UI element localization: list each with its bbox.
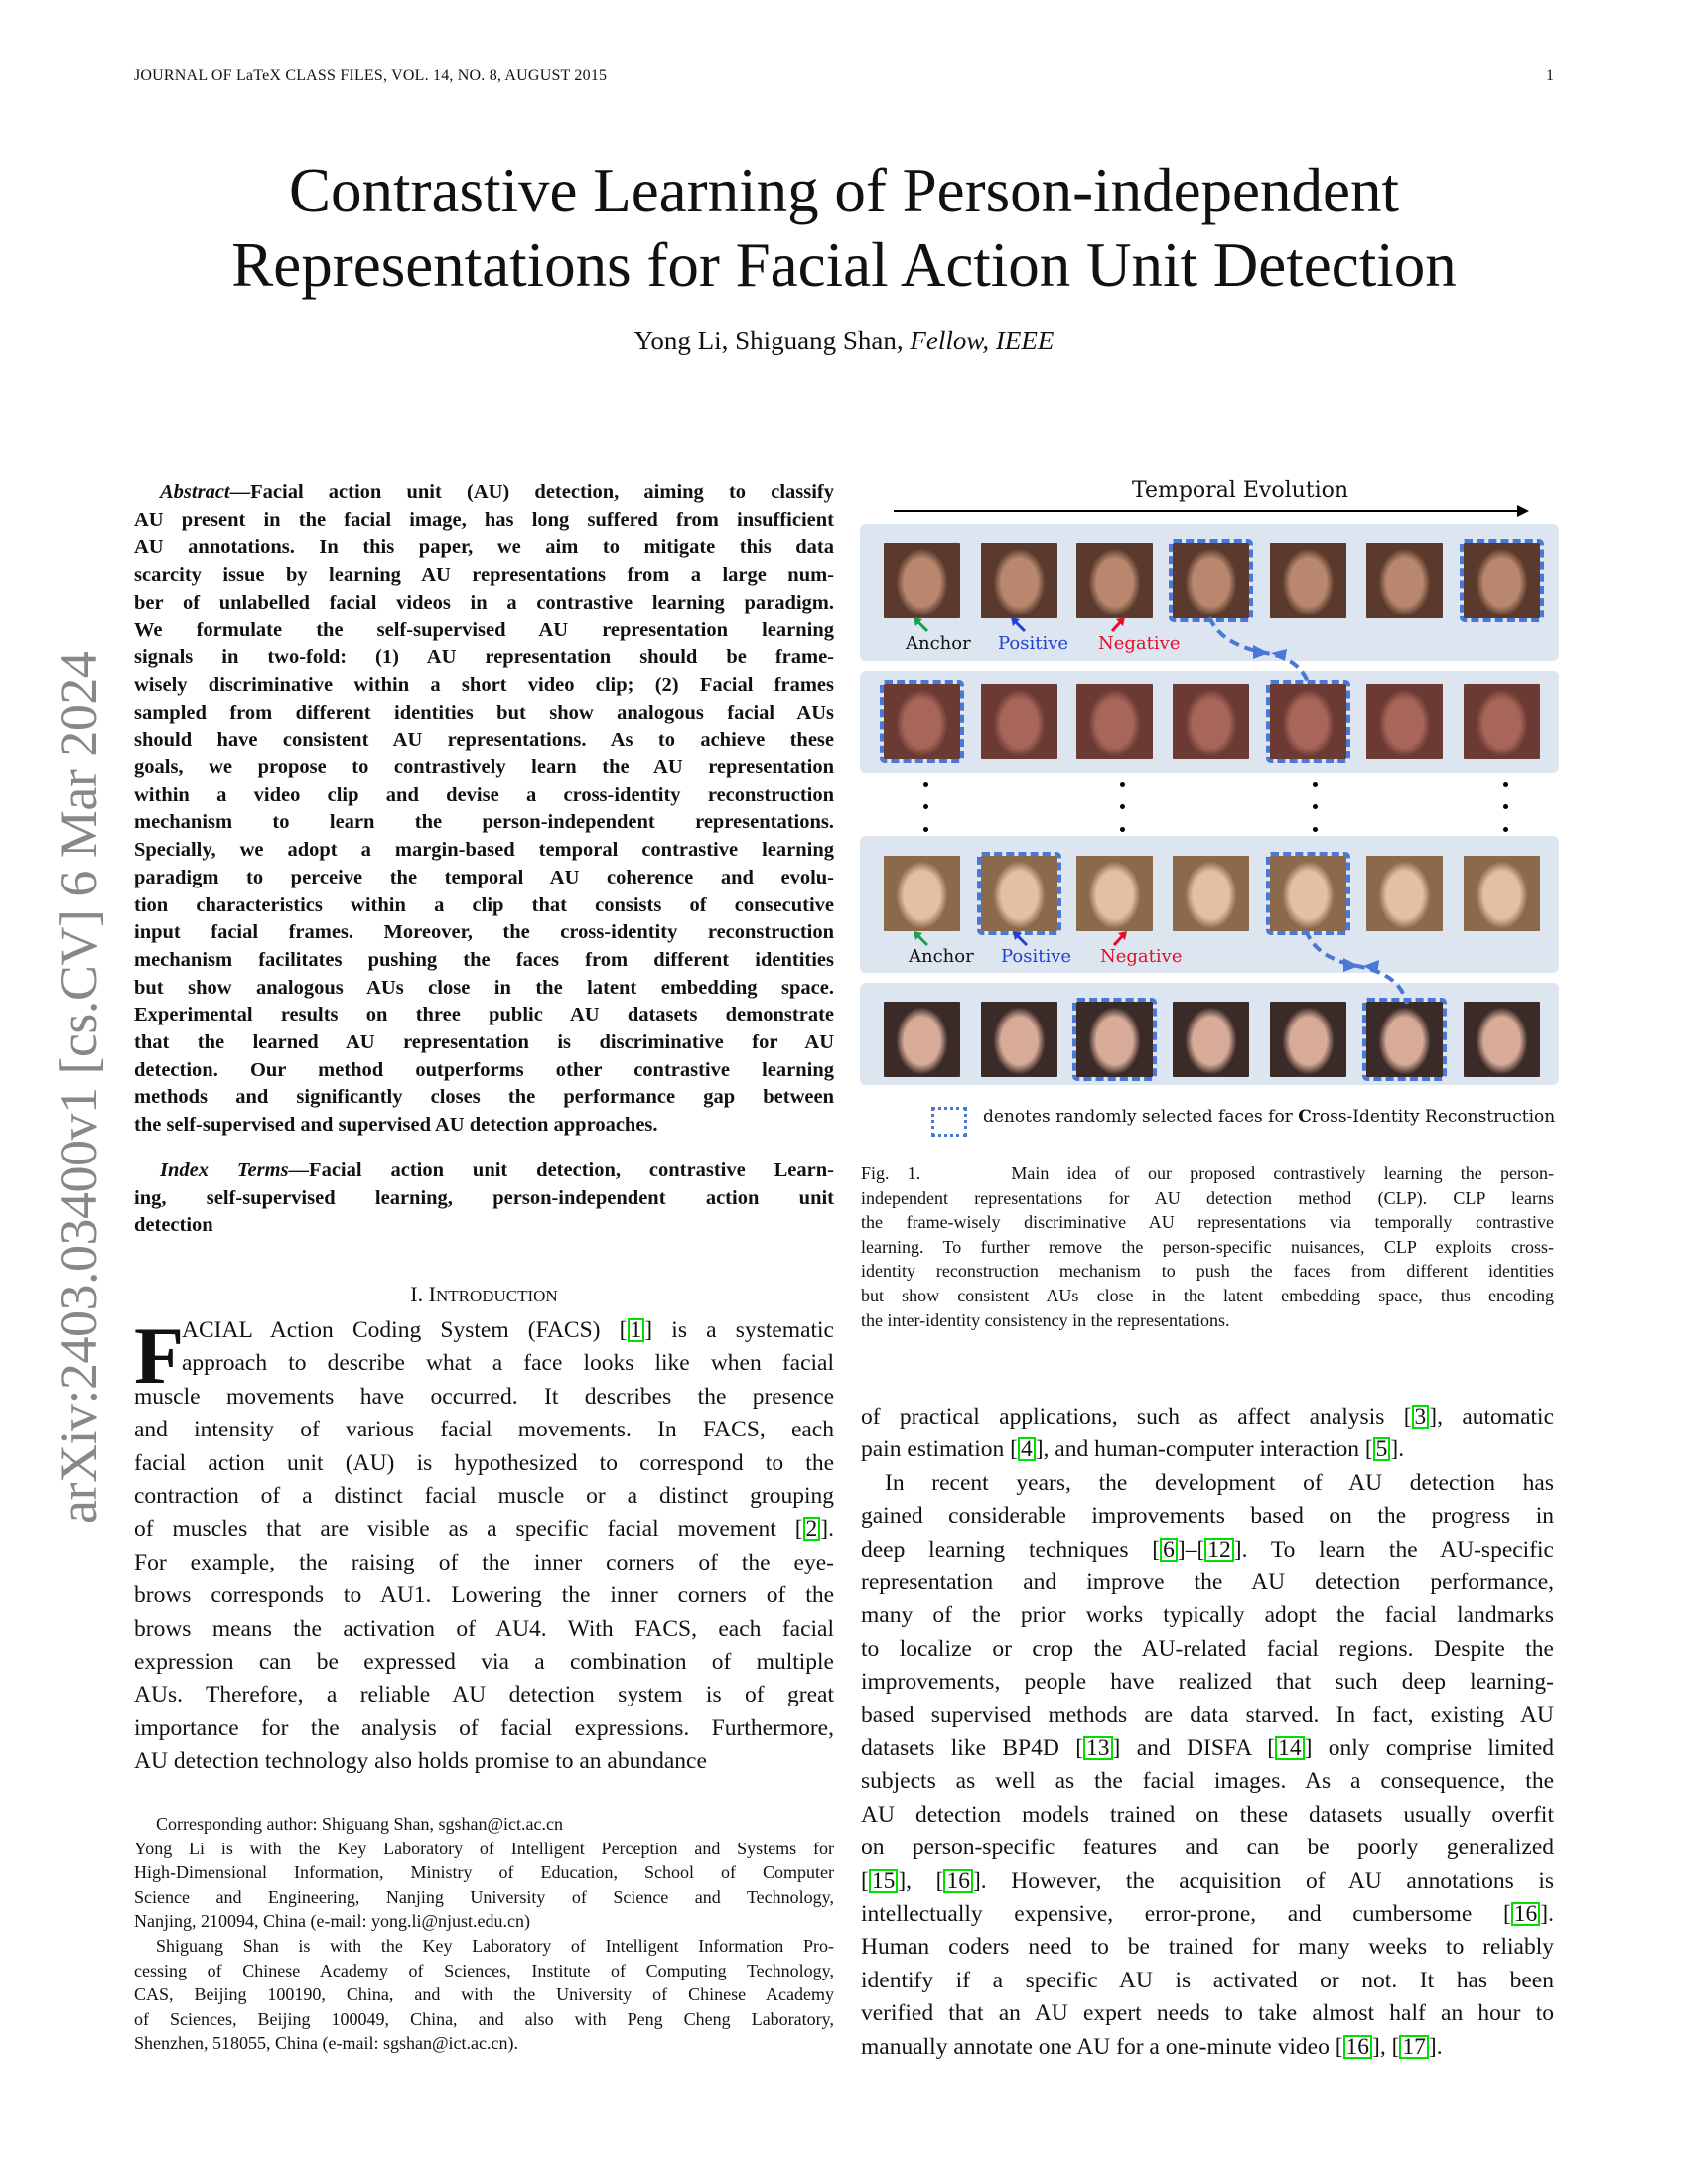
body-text: AUs. Therefore, a reliable AU detection system is of great xyxy=(134,1682,834,1708)
abstract-label: Abstract xyxy=(160,481,230,503)
face-thumbnail xyxy=(1270,684,1346,759)
face-thumbnail xyxy=(1076,684,1153,759)
body-line xyxy=(134,1483,834,1516)
body-text: deep learning techniques [ xyxy=(861,1536,1161,1563)
positive-arrow-icon xyxy=(1013,931,1029,947)
citation-link[interactable]: 3 xyxy=(1412,1405,1430,1429)
body-line xyxy=(885,1470,1554,1503)
anchor-label: Anchor xyxy=(909,946,974,967)
body-line xyxy=(182,1350,834,1383)
face-thumbnail xyxy=(1464,1002,1540,1077)
drop-cap: F xyxy=(134,1310,185,1401)
body-line xyxy=(134,1715,834,1748)
abstract-line xyxy=(134,674,834,702)
cross-identity-arrow-icon xyxy=(1192,615,1321,695)
temporal-evolution-label: Temporal Evolution xyxy=(1132,478,1349,503)
abstract-text: We formulate the self-supervised AU representation learning xyxy=(134,618,834,641)
body-text: ] and DISFA [ xyxy=(1112,1735,1276,1761)
face-thumbnail xyxy=(981,1002,1057,1077)
body-text: ]. xyxy=(820,1516,834,1543)
body-text: intellectually expensive, error-prone, and cumbersome [ xyxy=(861,1901,1511,1927)
page-number: 1 xyxy=(1546,68,1554,84)
body-text: pain estimation [ xyxy=(861,1436,1018,1463)
citation-link[interactable]: 16 xyxy=(1511,1902,1541,1926)
abstract-text: sampled from different identities but show analogous facial AUs xyxy=(134,701,834,724)
cross-identity-arrow-icon xyxy=(1296,928,1425,1008)
section-number: I. xyxy=(410,1282,429,1306)
body-text: [ xyxy=(861,1867,869,1894)
body-text: brows means the activation of AU4. With FACS, each facial xyxy=(134,1615,834,1642)
body-line xyxy=(861,1735,1554,1768)
body-text: In recent years, the development of AU detection has xyxy=(885,1469,1554,1496)
abstract-line xyxy=(134,977,834,1005)
face-thumbnail xyxy=(981,543,1057,618)
body-line xyxy=(861,1868,1554,1901)
body-text: ], automatic xyxy=(1429,1404,1555,1430)
abstract-line xyxy=(134,949,834,977)
body-line xyxy=(861,1436,1554,1469)
face-thumbnail xyxy=(1076,1002,1153,1077)
body-line xyxy=(861,1768,1554,1801)
body-text: expression can be expressed via a combination of multiple xyxy=(134,1649,834,1675)
body-text: improvements, people have realized that such deep learning- xyxy=(861,1669,1554,1696)
body-line xyxy=(861,1503,1554,1536)
body-text: contraction of a distinct facial muscle or a distinct grouping xyxy=(134,1483,834,1509)
body-line xyxy=(861,1570,1554,1602)
body-line xyxy=(861,1703,1554,1735)
body-line xyxy=(861,2034,1554,2067)
body-text: manually annotate one AU for a one-minute video [ xyxy=(861,2033,1343,2060)
positive-label: Positive xyxy=(998,633,1069,654)
citation-link[interactable]: 6 xyxy=(1160,1538,1178,1562)
index-terms-text: detection xyxy=(134,1214,213,1237)
footnote-line: cessing of Chinese Academy of Sciences, Institute of Computing Technology, xyxy=(134,1960,834,1980)
abstract-line xyxy=(134,784,834,812)
face-thumbnail xyxy=(1464,856,1540,931)
face-thumbnail xyxy=(1270,856,1346,931)
legend-text-bold: C xyxy=(1298,1107,1312,1127)
anchor-label: Anchor xyxy=(906,633,971,654)
abstract-line xyxy=(134,839,834,867)
footnote-line: High-Dimensional Information, Ministry of Education, School of Computer xyxy=(134,1862,834,1883)
abstract-line xyxy=(134,646,834,674)
abstract-line xyxy=(134,1004,834,1031)
legend-dotted-box-icon xyxy=(931,1107,967,1137)
body-text: ], [ xyxy=(1372,2033,1400,2060)
ellipsis-dot xyxy=(923,827,928,832)
title-line-1: Contrastive Learning of Person-independent xyxy=(289,156,1399,225)
body-line xyxy=(134,1649,834,1682)
body-text: ], [ xyxy=(898,1867,944,1894)
body-text: importance for the analysis of facial expressions. Furthermore, xyxy=(134,1714,834,1741)
legend-text-post: ross-Identity Reconstruction xyxy=(1311,1107,1556,1127)
abstract-line xyxy=(134,867,834,894)
caption-line: identity reconstruction mechanism to push the faces from different identities xyxy=(861,1261,1554,1282)
body-line xyxy=(861,1802,1554,1835)
body-text: AU detection technology also holds promise to an abundance xyxy=(134,1748,707,1775)
face-thumbnail xyxy=(1173,543,1249,618)
face-thumbnail xyxy=(884,684,960,759)
abstract-text: wisely discriminative within a short video clip; (2) Facial frames xyxy=(134,673,834,696)
body-text: muscle movements have occurred. It describes the presence xyxy=(134,1383,834,1410)
body-line xyxy=(134,1417,834,1449)
body-text: identify if a specific AU is activated or not. It has been xyxy=(861,1967,1554,1993)
body-text: ]. To learn the AU-specific xyxy=(1233,1536,1554,1563)
body-line xyxy=(134,1748,834,1781)
negative-arrow-icon xyxy=(1112,931,1128,947)
abstract-text: Specially, we adopt a margin-based temporal contrastive learning xyxy=(134,839,834,862)
abstract-text: goals, we propose to contrastively learn the AU representation xyxy=(134,756,834,778)
ellipsis-dot xyxy=(1503,827,1508,832)
ellipsis-dot xyxy=(1503,782,1508,787)
face-thumbnail xyxy=(1173,1002,1249,1077)
abstract-text: ber of unlabelled facial videos in a contrastive learning paradigm. xyxy=(134,591,834,614)
running-head: JOURNAL OF LaTeX CLASS FILES, VOL. 14, NO. 8, AUGUST 2015 xyxy=(134,68,608,84)
face-thumbnail xyxy=(1270,543,1346,618)
body-text: brows corresponds to AU1. Lowering the inner corners of the xyxy=(134,1582,834,1609)
body-line xyxy=(134,1550,834,1582)
body-line xyxy=(861,1404,1554,1436)
abstract-line xyxy=(160,481,834,509)
ellipsis-dot xyxy=(1313,782,1318,787)
body-text: representation and improve the AU detection performance, xyxy=(861,1570,1554,1595)
negative-arrow-icon xyxy=(1110,617,1126,633)
body-line xyxy=(134,1516,834,1549)
face-thumbnail xyxy=(1173,684,1249,759)
ellipsis-dot xyxy=(923,804,928,809)
index-terms-line xyxy=(134,1214,834,1242)
legend-text xyxy=(983,1107,1555,1127)
abstract-text: scarcity issue by learning AU representations from a large num- xyxy=(134,564,834,587)
anchor-arrow-icon xyxy=(914,931,929,947)
citation-link[interactable]: 4 xyxy=(1018,1437,1036,1461)
body-text: For example, the raising of the inner corners of the eye- xyxy=(134,1549,834,1575)
body-text: ]. xyxy=(1428,2033,1443,2060)
body-text: gained considerable improvements based on the progress in xyxy=(861,1503,1554,1530)
body-text: and intensity of various facial movements. In FACS, each xyxy=(134,1417,834,1443)
abstract-line xyxy=(134,1059,834,1087)
footnote-line: Shiguang Shan is with the Key Laboratory of Intelligent Information Pro- xyxy=(156,1936,834,1956)
body-text: Human coders need to be trained for many weeks to reliably xyxy=(861,1934,1554,1961)
abstract-text: input facial frames. Moreover, the cross-identity reconstruction xyxy=(134,921,834,944)
positive-arrow-icon xyxy=(1011,617,1027,633)
body-line xyxy=(134,1450,834,1483)
anchor-arrow-icon xyxy=(914,617,929,633)
face-thumbnail xyxy=(981,684,1057,759)
footnote-line: Shenzhen, 518055, China (e-mail: sgshan@ict.ac.cn). xyxy=(134,2033,518,2054)
face-thumbnail xyxy=(884,856,960,931)
abstract-line xyxy=(134,564,834,592)
abstract-line xyxy=(134,1031,834,1059)
ellipsis-dot xyxy=(1503,804,1508,809)
body-text: many of the prior works typically adopt the facial landmarks xyxy=(861,1602,1554,1629)
ellipsis-dot xyxy=(1120,827,1125,832)
abstract-line xyxy=(134,1114,834,1142)
face-thumbnail xyxy=(884,543,960,618)
citation-link[interactable]: 17 xyxy=(1399,2035,1429,2059)
body-line xyxy=(861,1901,1554,1934)
body-text: based supervised methods are data starved. In fact, existing AU xyxy=(861,1702,1554,1728)
body-line xyxy=(134,1582,834,1615)
body-line xyxy=(861,1835,1554,1867)
face-thumbnail xyxy=(1464,684,1540,759)
caption-line: the inter-identity consistency in the representations. xyxy=(861,1309,1230,1330)
body-line xyxy=(861,2000,1554,2033)
body-text: ]. xyxy=(1540,1901,1554,1927)
abstract-line xyxy=(134,702,834,730)
abstract-line xyxy=(134,536,834,564)
caption-line: Fig. 1. Main idea of our proposed contrastively learning the person- xyxy=(861,1163,1554,1183)
face-thumbnail xyxy=(1173,856,1249,931)
abstract-line xyxy=(134,921,834,949)
abstract-text: AU present in the facial image, has long suffered from insufficient xyxy=(134,508,834,531)
citation-link[interactable]: 16 xyxy=(1343,2035,1373,2059)
abstract-line xyxy=(134,811,834,839)
abstract-text: but show analogous AUs close in the latent embedding space. xyxy=(134,976,834,999)
index-terms-text: ing, self-supervised learning, person-independent action unit xyxy=(134,1186,834,1209)
body-line xyxy=(134,1384,834,1417)
negative-label: Negative xyxy=(1100,946,1183,967)
abstract-line xyxy=(134,729,834,756)
citation-link[interactable]: 13 xyxy=(1083,1736,1113,1760)
abstract-text: the self-supervised and supervised AU detection approaches. xyxy=(134,1114,658,1137)
citation-link[interactable]: 1 xyxy=(628,1318,645,1342)
face-thumbnail xyxy=(1076,543,1153,618)
abstract-text: mechanism facilitates pushing the faces from different identities xyxy=(134,948,834,971)
abstract-line xyxy=(134,894,834,922)
body-text: datasets like BP4D [ xyxy=(861,1735,1084,1761)
body-line xyxy=(134,1682,834,1714)
paper-title xyxy=(0,154,1688,303)
ellipsis-dot xyxy=(1313,804,1318,809)
index-terms-label: Index Terms xyxy=(160,1160,289,1181)
author-names: Yong Li, Shiguang Shan, xyxy=(633,326,911,355)
face-thumbnail xyxy=(1366,543,1443,618)
body-text: AU detection models trained on these datasets usually overfit xyxy=(861,1801,1554,1828)
section-title-first: I xyxy=(428,1282,436,1306)
arxiv-watermark[interactable]: arXiv:2403.03400v1 [cs.CV] 6 Mar 2024 xyxy=(49,651,108,1524)
title-line-2: Representations for Facial Action Unit Detection xyxy=(231,230,1457,300)
body-text: approach to describe what a face looks like when facial xyxy=(182,1350,834,1377)
abstract-text: methods and significantly closes the performance gap between xyxy=(134,1086,834,1109)
face-thumbnail xyxy=(1366,684,1443,759)
abstract-text: within a video clip and devise a cross-identity reconstruction xyxy=(134,783,834,806)
body-text: subjects as well as the facial images. As a consequence, the xyxy=(861,1768,1554,1795)
citation-link[interactable]: 16 xyxy=(943,1869,973,1893)
author-suffix: Fellow, IEEE xyxy=(910,326,1055,355)
abstract-line xyxy=(134,592,834,619)
abstract-line xyxy=(134,756,834,784)
body-line xyxy=(861,1602,1554,1635)
body-text: ACIAL Action Coding System (FACS) [ xyxy=(182,1317,628,1343)
body-text: of muscles that are visible as a specific facial movement [ xyxy=(134,1516,803,1543)
face-thumbnail xyxy=(981,856,1057,931)
body-text: ] is a systematic xyxy=(644,1317,834,1343)
citation-link[interactable]: 5 xyxy=(1373,1437,1391,1461)
body-text: ]–[ xyxy=(1177,1536,1205,1563)
abstract-text: detection. Our method outperforms other contrastive learning xyxy=(134,1058,834,1081)
citation-link[interactable]: 2 xyxy=(803,1517,821,1541)
body-line xyxy=(861,1636,1554,1669)
face-thumbnail xyxy=(884,1002,960,1077)
abstract-text: Experimental results on three public AU datasets demonstrate xyxy=(134,1004,834,1026)
abstract-text: signals in two-fold: (1) AU representation should be frame- xyxy=(134,646,834,669)
citation-link[interactable]: 15 xyxy=(869,1869,899,1893)
negative-label: Negative xyxy=(1098,633,1181,654)
face-thumbnail xyxy=(1464,543,1540,618)
ellipsis-dot xyxy=(1120,804,1125,809)
index-terms-line xyxy=(134,1187,834,1215)
legend-text-pre: denotes randomly selected faces for xyxy=(983,1107,1299,1127)
body-text: verified that an AU expert needs to take almost half an hour to xyxy=(861,2000,1554,2027)
index-terms-text: —Facial action unit detection, contrastive Learn- xyxy=(288,1160,834,1181)
footnote-line: Nanjing, 210094, China (e-mail: yong.li@njust.edu.cn) xyxy=(134,1911,531,1932)
abstract-text: AU annotations. In this paper, we aim to mitigate this data xyxy=(134,536,834,559)
abstract-text: mechanism to learn the person-independent representations. xyxy=(134,811,834,834)
ellipsis-dot xyxy=(1313,827,1318,832)
ellipsis-dot xyxy=(1120,782,1125,787)
body-text: to localize or crop the AU-related facial regions. Despite the xyxy=(861,1635,1554,1662)
positive-label: Positive xyxy=(1001,946,1072,967)
face-thumbnail xyxy=(1366,1002,1443,1077)
section-heading-introduction xyxy=(134,1282,834,1307)
footnote-line: Science and Engineering, Nanjing University of Science and Technology, xyxy=(134,1886,834,1907)
footnote-line: CAS, Beijing 100190, China, and with the University of Chinese Academy xyxy=(134,1984,834,2005)
body-line xyxy=(861,1934,1554,1967)
caption-line: independent representations for AU detection method (CLP). CLP learns xyxy=(861,1187,1554,1208)
face-thumbnail xyxy=(1076,856,1153,931)
body-line xyxy=(861,1537,1554,1570)
abstract-text: should have consistent AU representations. As to achieve these xyxy=(134,729,834,751)
authors xyxy=(0,326,1688,356)
abstract-line xyxy=(134,509,834,537)
citation-link[interactable]: 14 xyxy=(1275,1736,1305,1760)
face-thumbnail xyxy=(1270,1002,1346,1077)
body-text: on person-specific features and can be poorly generalized xyxy=(861,1835,1554,1861)
body-text: ]. xyxy=(1390,1436,1405,1463)
face-thumbnail xyxy=(1366,856,1443,931)
body-text: of practical applications, such as affect analysis [ xyxy=(861,1404,1412,1430)
abstract-text: paradigm to perceive the temporal AU coherence and evolu- xyxy=(134,866,834,888)
footnote-line: of Sciences, Beijing 100049, China, and also with Peng Cheng Laboratory, xyxy=(134,2008,834,2029)
body-text: facial action unit (AU) is hypothesized to correspond to the xyxy=(134,1449,834,1476)
temporal-arrow-icon xyxy=(894,504,1529,518)
abstract-line xyxy=(134,619,834,647)
body-line xyxy=(182,1317,834,1350)
index-terms-line xyxy=(160,1160,834,1187)
body-line xyxy=(134,1616,834,1649)
footnote-line: Yong Li is with the Key Laboratory of Intelligent Perception and Systems for xyxy=(134,1838,834,1858)
body-text: ]. However, the acquisition of AU annotations is xyxy=(972,1867,1554,1894)
caption-line: but show consistent AUs close in the latent embedding space, thus encoding xyxy=(861,1286,1554,1305)
abstract-text: tion characteristics within a clip that consists of consecutive xyxy=(134,893,834,916)
body-line xyxy=(861,1669,1554,1702)
footnote-line: Corresponding author: Shiguang Shan, sgshan@ict.ac.cn xyxy=(156,1814,564,1834)
abstract-line xyxy=(134,1086,834,1114)
section-title-rest: NTRODUCTION xyxy=(435,1287,558,1305)
caption-line: learning. To further remove the person-specific nuisances, CLP exploits cross- xyxy=(861,1236,1554,1257)
abstract-text: that the learned AU representation is discriminative for AU xyxy=(134,1031,834,1053)
body-text: ] only comprise limited xyxy=(1304,1735,1554,1761)
body-line xyxy=(861,1968,1554,2000)
body-text: ], and human-computer interaction [ xyxy=(1035,1436,1373,1463)
caption-line: the frame-wisely discriminative AU representations via temporally contrastive xyxy=(861,1212,1554,1233)
ellipsis-dot xyxy=(923,782,928,787)
abstract-text: —Facial action unit (AU) detection, aiming to classify xyxy=(229,481,834,503)
citation-link[interactable]: 12 xyxy=(1204,1538,1234,1562)
